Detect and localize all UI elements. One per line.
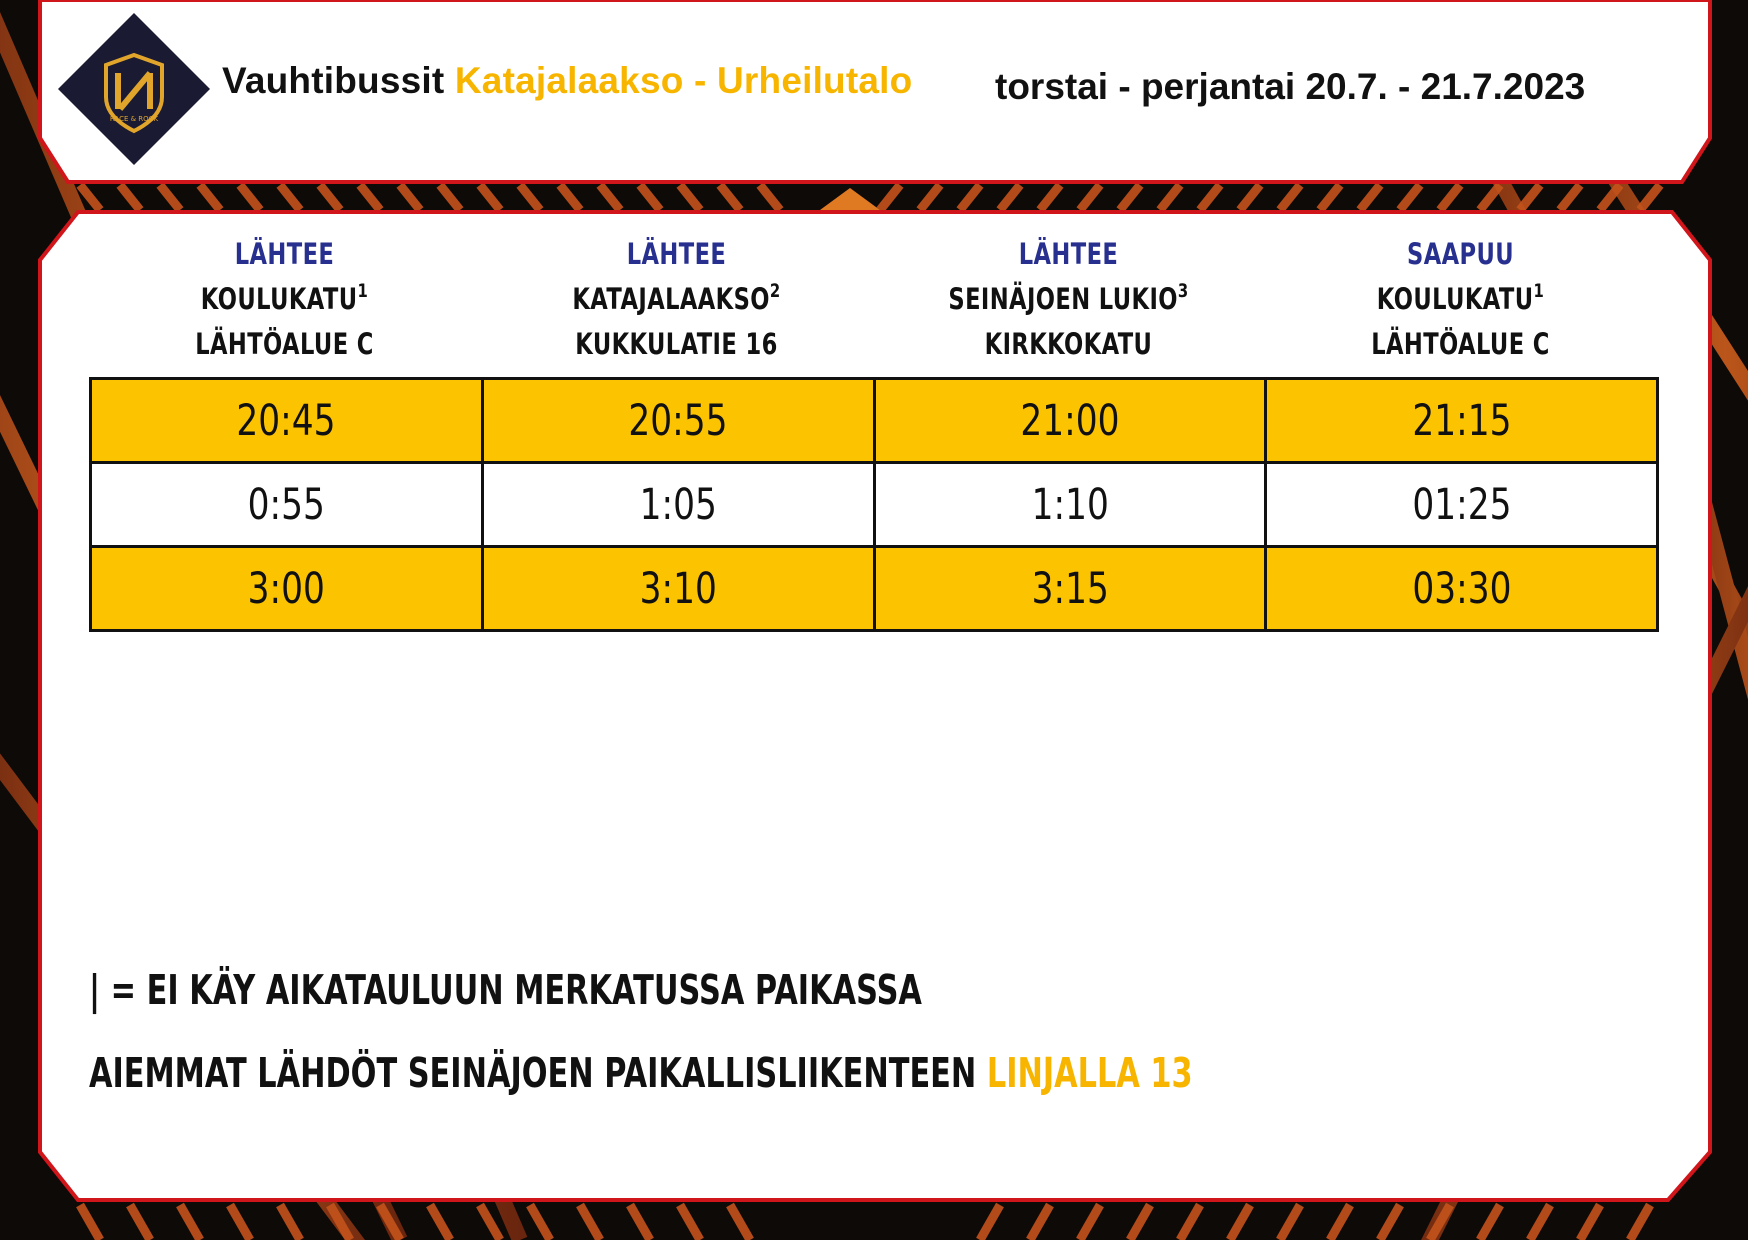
- logo-text: RACE & ROCK: [109, 115, 159, 123]
- column-kind: LÄHTEE: [1018, 237, 1119, 271]
- column-kind: LÄHTEE: [234, 237, 335, 271]
- time-cell: 1:05: [482, 463, 874, 547]
- time-cell: 03:30: [1266, 547, 1658, 631]
- earlier-departures-note: [89, 1049, 1193, 1097]
- table-row: [91, 463, 1658, 547]
- time-cell: 3:00: [91, 547, 483, 631]
- column-place: KUKKULATIE 16: [575, 327, 778, 361]
- race-rock-logo: [58, 13, 210, 165]
- time-cell: 0:55: [91, 463, 483, 547]
- column-kind: LÄHTEE: [626, 237, 727, 271]
- time-cell: 1:10: [874, 463, 1266, 547]
- table-row: [91, 547, 1658, 631]
- time-cell: 3:10: [482, 547, 874, 631]
- column-place: LÄHTÖALUE C: [1371, 327, 1550, 361]
- date-range: torstai - perjantai 20.7. - 21.7.2023: [995, 66, 1586, 107]
- time-cell: 01:25: [1266, 463, 1658, 547]
- schedule-table: [89, 377, 1659, 632]
- column-stop: KATAJALAAKSO$^2$: [572, 280, 781, 316]
- column-header-2: [524, 232, 829, 367]
- column-place: KIRKKOKATU: [984, 327, 1153, 361]
- time-cell: 20:45: [91, 379, 483, 463]
- earlier-line: LINJALLA 13: [986, 1049, 1193, 1097]
- column-kind: SAAPUU: [1407, 237, 1514, 271]
- time-cell: 20:55: [482, 379, 874, 463]
- table-row: [91, 379, 1658, 463]
- column-stop: SEINÄJOEN LUKIO$^3$: [948, 280, 1189, 316]
- legend-note: | = EI KÄY AIKATAULUUN MERKATUSSA PAIKASSA: [89, 966, 922, 1014]
- column-header-1: [132, 232, 437, 367]
- title-prefix: Vauhtibussit: [222, 60, 445, 101]
- title-route: Katajalaakso - Urheilutalo: [454, 60, 913, 101]
- time-cell: 21:15: [1266, 379, 1658, 463]
- column-header-3: [916, 232, 1221, 367]
- column-header-4: [1308, 232, 1613, 367]
- earlier-prefix: AIEMMAT LÄHDÖT SEINÄJOEN PAIKALLISLIIKENTEEN: [89, 1049, 977, 1097]
- column-place: LÄHTÖALUE C: [195, 327, 374, 361]
- column-stop: KOULUKATU$^1$: [1376, 280, 1545, 316]
- time-cell: 21:00: [874, 379, 1266, 463]
- page-title: [222, 60, 912, 102]
- time-cell: 3:15: [874, 547, 1266, 631]
- column-stop: KOULUKATU$^1$: [200, 280, 369, 316]
